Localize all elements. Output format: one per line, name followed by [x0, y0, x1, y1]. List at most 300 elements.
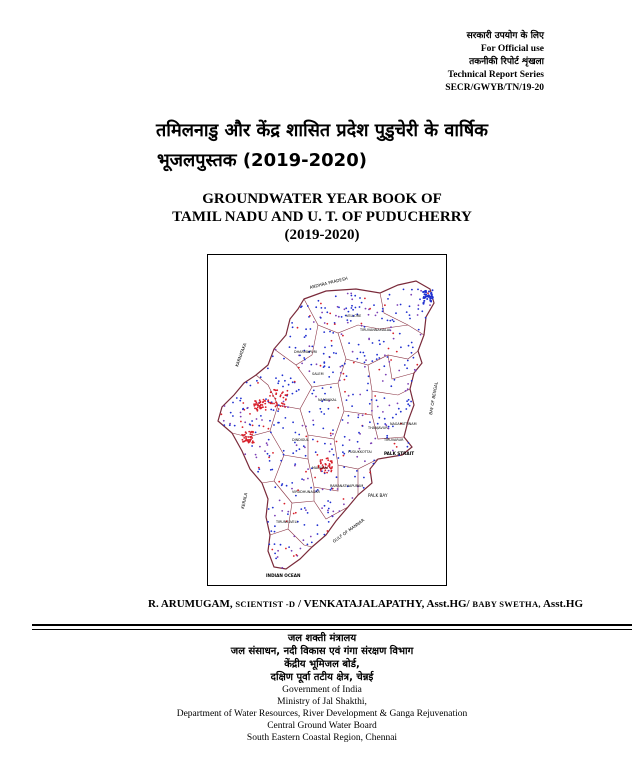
- well-marker: [317, 533, 319, 535]
- well-marker: [293, 555, 295, 557]
- well-marker: [428, 291, 430, 293]
- publisher-block: [0, 632, 644, 744]
- well-marker: [364, 362, 366, 364]
- well-marker: [311, 393, 313, 395]
- well-marker: [328, 521, 330, 523]
- well-marker: [347, 422, 349, 424]
- well-marker: [307, 512, 309, 514]
- well-marker: [285, 398, 287, 400]
- well-marker: [273, 424, 275, 426]
- well-marker: [331, 448, 333, 450]
- well-marker: [305, 471, 307, 473]
- well-marker: [396, 351, 398, 353]
- well-marker: [330, 433, 332, 435]
- well-marker: [258, 405, 260, 407]
- well-marker: [274, 515, 276, 517]
- well-marker: [273, 389, 275, 391]
- well-marker: [275, 392, 277, 394]
- well-marker: [256, 418, 258, 420]
- well-marker: [251, 437, 253, 439]
- well-marker: [248, 431, 250, 433]
- well-marker: [329, 463, 331, 465]
- well-marker: [407, 388, 409, 390]
- well-marker: [291, 482, 293, 484]
- well-marker: [327, 530, 329, 532]
- well-marker: [286, 485, 288, 487]
- well-marker: [322, 428, 324, 430]
- well-marker: [314, 477, 316, 479]
- well-marker: [376, 354, 378, 356]
- well-marker: [368, 375, 370, 377]
- well-marker: [305, 328, 307, 330]
- well-marker: [265, 409, 267, 411]
- well-marker: [354, 295, 356, 297]
- well-marker: [408, 442, 410, 444]
- well-marker: [394, 443, 396, 445]
- well-marker: [320, 365, 322, 367]
- well-marker: [409, 405, 411, 407]
- well-marker: [327, 510, 329, 512]
- well-marker: [246, 440, 248, 442]
- well-marker: [387, 298, 389, 300]
- well-marker: [282, 386, 284, 388]
- well-marker: [316, 363, 318, 365]
- well-marker: [407, 446, 409, 448]
- well-marker: [336, 441, 338, 443]
- well-marker: [296, 554, 298, 556]
- well-marker: [296, 444, 298, 446]
- well-marker: [315, 306, 317, 308]
- well-marker: [307, 305, 309, 307]
- well-marker: [320, 317, 322, 319]
- well-marker: [240, 421, 242, 423]
- well-marker: [305, 455, 307, 457]
- well-marker: [283, 358, 285, 360]
- well-marker: [333, 454, 335, 456]
- well-marker: [330, 443, 332, 445]
- well-marker: [378, 369, 380, 371]
- well-marker: [272, 395, 274, 397]
- well-marker: [311, 346, 313, 348]
- well-marker: [365, 308, 367, 310]
- well-marker: [302, 425, 304, 427]
- well-marker: [346, 375, 348, 377]
- well-marker: [348, 415, 350, 417]
- well-marker: [267, 521, 269, 523]
- well-marker: [369, 421, 371, 423]
- author1-name: R. ARUMUGAM,: [148, 598, 233, 610]
- well-marker: [251, 420, 253, 422]
- well-marker: [389, 320, 391, 322]
- well-marker: [304, 336, 306, 338]
- well-marker: [324, 322, 326, 324]
- well-marker: [289, 336, 291, 338]
- well-marker: [270, 469, 272, 471]
- well-marker: [429, 304, 431, 306]
- well-marker: [324, 534, 326, 536]
- well-marker: [274, 543, 276, 545]
- well-marker: [417, 314, 419, 316]
- well-marker: [315, 396, 317, 398]
- well-marker: [351, 295, 353, 297]
- label-salem: SALEM: [312, 372, 324, 376]
- well-marker: [255, 404, 257, 406]
- well-marker: [281, 392, 283, 394]
- well-marker: [381, 318, 383, 320]
- well-marker: [230, 412, 232, 414]
- well-marker: [376, 358, 378, 360]
- well-marker: [362, 425, 364, 427]
- well-marker: [247, 436, 249, 438]
- well-marker: [358, 432, 360, 434]
- well-marker: [268, 543, 270, 545]
- well-marker: [245, 431, 247, 433]
- well-marker: [285, 548, 287, 550]
- well-marker: [342, 335, 344, 337]
- well-marker: [320, 470, 322, 472]
- well-marker: [264, 450, 266, 452]
- well-marker: [352, 309, 354, 311]
- well-marker: [313, 381, 315, 383]
- well-marker: [326, 323, 328, 325]
- well-marker: [328, 408, 330, 410]
- label-andhra: ANDHRA PRADESH: [309, 275, 349, 290]
- well-marker: [398, 408, 400, 410]
- well-marker: [352, 497, 354, 499]
- well-marker: [244, 453, 246, 455]
- well-marker: [244, 421, 246, 423]
- well-marker: [221, 413, 223, 415]
- footer-hindi-ministry: जल शक्ती मंत्रालय: [287, 633, 357, 644]
- well-marker: [408, 399, 410, 401]
- well-marker: [232, 415, 234, 417]
- well-marker: [253, 403, 255, 405]
- well-marker: [277, 556, 279, 558]
- well-marker: [341, 333, 343, 335]
- well-marker: [395, 414, 397, 416]
- well-marker: [304, 447, 306, 449]
- well-marker: [408, 345, 410, 347]
- well-marker: [312, 420, 314, 422]
- well-marker: [313, 321, 315, 323]
- well-marker: [284, 503, 286, 505]
- well-marker: [395, 312, 397, 314]
- well-marker: [313, 424, 315, 426]
- well-marker: [347, 322, 349, 324]
- well-marker: [246, 382, 248, 384]
- well-marker: [305, 335, 307, 337]
- well-marker: [326, 472, 328, 474]
- label-palk-bay: PALK BAY: [368, 493, 388, 498]
- well-marker: [269, 420, 271, 422]
- well-marker: [243, 437, 245, 439]
- label-bay-of-bengal: BAY OF BENGAL: [428, 381, 439, 416]
- label-ramanathapuram: RAMANATHAPURAM: [330, 484, 364, 488]
- well-marker: [257, 410, 259, 412]
- well-marker: [411, 352, 413, 354]
- hindi-official-use: सरकारी उपयोग के लिए: [466, 31, 544, 41]
- well-marker: [273, 403, 275, 405]
- well-marker: [313, 390, 315, 392]
- well-marker: [310, 328, 312, 330]
- well-marker: [229, 423, 231, 425]
- well-marker: [277, 550, 279, 552]
- well-marker: [257, 403, 259, 405]
- well-marker: [298, 389, 300, 391]
- well-marker: [366, 390, 368, 392]
- well-marker: [332, 433, 334, 435]
- report-code: SECR/GWYB/TN/19-20: [445, 83, 544, 93]
- well-marker: [294, 381, 296, 383]
- well-marker: [384, 397, 386, 399]
- well-marker: [324, 443, 326, 445]
- well-marker: [327, 459, 329, 461]
- well-marker: [411, 289, 413, 291]
- well-marker: [323, 353, 325, 355]
- well-marker: [333, 352, 335, 354]
- well-marker: [260, 401, 262, 403]
- well-marker: [378, 357, 380, 359]
- label-thanjavur: THANJAVUR: [368, 426, 388, 430]
- well-marker: [356, 470, 358, 472]
- well-marker: [263, 399, 265, 401]
- well-marker: [332, 511, 334, 513]
- footer-region: South Eastern Coastal Region, Chennai: [246, 733, 398, 743]
- well-marker: [385, 374, 387, 376]
- well-marker: [378, 340, 380, 342]
- well-marker: [256, 457, 258, 459]
- well-marker: [275, 401, 277, 403]
- well-marker: [388, 428, 390, 430]
- well-marker: [256, 402, 258, 404]
- well-marker: [382, 308, 384, 310]
- well-marker: [280, 544, 282, 546]
- well-marker: [331, 345, 333, 347]
- well-marker: [350, 293, 352, 295]
- well-marker: [296, 390, 298, 392]
- well-marker: [242, 402, 244, 404]
- well-marker: [417, 308, 419, 310]
- well-marker: [420, 334, 422, 336]
- well-marker: [243, 441, 245, 443]
- well-marker: [375, 315, 377, 317]
- well-marker: [323, 362, 325, 364]
- well-marker: [351, 405, 353, 407]
- well-marker: [242, 426, 244, 428]
- well-marker: [309, 345, 311, 347]
- well-marker: [280, 460, 282, 462]
- well-marker: [270, 432, 272, 434]
- well-marker: [339, 510, 341, 512]
- label-tiruvarur: TIRUVARUR: [384, 438, 404, 442]
- well-marker: [309, 370, 311, 372]
- well-marker: [292, 326, 294, 328]
- well-marker: [428, 295, 430, 297]
- well-marker: [295, 347, 297, 349]
- well-marker: [403, 289, 405, 291]
- well-marker: [310, 536, 312, 538]
- well-marker: [275, 398, 277, 400]
- well-marker: [259, 446, 261, 448]
- well-marker: [300, 548, 302, 550]
- well-marker: [359, 394, 361, 396]
- footer-hindi-department: जल संसाधन, नदी विकास एवं गंगा संरक्षण विभाग: [230, 646, 414, 657]
- well-marker: [358, 414, 360, 416]
- well-marker: [236, 397, 238, 399]
- well-marker: [376, 312, 378, 314]
- well-marker: [298, 434, 300, 436]
- well-marker: [304, 359, 306, 361]
- well-marker: [249, 413, 251, 415]
- well-marker: [418, 329, 420, 331]
- well-marker: [360, 351, 362, 353]
- well-marker: [372, 342, 374, 344]
- well-marker: [397, 304, 399, 306]
- well-marker: [356, 358, 358, 360]
- well-marker: [390, 385, 392, 387]
- well-marker: [240, 398, 242, 400]
- map-svg: [208, 255, 446, 585]
- well-marker: [299, 355, 301, 357]
- well-marker: [331, 460, 333, 462]
- well-marker: [330, 468, 332, 470]
- well-marker: [363, 477, 365, 479]
- well-marker: [239, 400, 241, 402]
- well-marker: [270, 409, 272, 411]
- well-marker: [364, 366, 366, 368]
- well-marker: [251, 434, 253, 436]
- well-marker: [232, 402, 234, 404]
- label-virudhunagar: VIRUDHUNAGAR: [292, 490, 320, 494]
- label-palk-strait: PALK STRAIT: [384, 451, 415, 456]
- well-marker: [264, 400, 266, 402]
- well-marker: [264, 403, 266, 405]
- well-marker: [368, 314, 370, 316]
- well-marker: [430, 300, 432, 302]
- well-marker: [393, 321, 395, 323]
- well-marker: [383, 365, 385, 367]
- well-marker: [328, 376, 330, 378]
- well-marker: [311, 542, 313, 544]
- well-marker: [432, 296, 434, 298]
- well-marker: [423, 300, 425, 302]
- well-marker: [254, 400, 256, 402]
- well-marker: [321, 459, 323, 461]
- well-marker: [332, 332, 334, 334]
- well-marker: [293, 535, 295, 537]
- well-marker: [351, 305, 353, 307]
- label-tiruvannamalai: TIRUVANNAMALAI: [360, 328, 391, 332]
- well-marker: [328, 470, 330, 472]
- well-marker: [348, 342, 350, 344]
- well-marker: [340, 372, 342, 374]
- well-marker: [290, 377, 292, 379]
- well-marker: [359, 306, 361, 308]
- well-marker: [351, 298, 353, 300]
- well-marker: [328, 508, 330, 510]
- well-marker: [324, 393, 326, 395]
- well-marker: [321, 307, 323, 309]
- well-marker: [362, 352, 364, 354]
- well-marker: [342, 451, 344, 453]
- well-marker: [379, 343, 381, 345]
- hindi-title: [0, 116, 644, 176]
- well-marker: [373, 463, 375, 465]
- well-marker: [323, 331, 325, 333]
- well-marker: [388, 361, 390, 363]
- well-marker: [419, 298, 421, 300]
- well-marker: [324, 472, 326, 474]
- well-marker: [258, 425, 260, 427]
- well-marker: [268, 457, 270, 459]
- well-marker: [396, 446, 398, 448]
- well-marker: [426, 295, 428, 297]
- well-marker: [321, 411, 323, 413]
- well-marker: [275, 377, 277, 379]
- well-marker: [287, 511, 289, 513]
- well-marker: [258, 402, 260, 404]
- well-marker: [274, 553, 276, 555]
- well-marker: [265, 398, 267, 400]
- well-marker: [412, 347, 414, 349]
- well-marker: [416, 364, 418, 366]
- well-marker: [344, 379, 346, 381]
- well-marker: [344, 308, 346, 310]
- well-marker: [252, 425, 254, 427]
- label-madurai: MADURAI: [312, 466, 328, 470]
- well-marker: [389, 405, 391, 407]
- well-marker: [252, 442, 254, 444]
- label-vellore: VELLORE: [346, 314, 362, 318]
- well-marker: [308, 316, 310, 318]
- well-marker: [283, 454, 285, 456]
- well-marker: [382, 411, 384, 413]
- well-marker: [291, 322, 293, 324]
- english-title-line3: (2019-2020): [284, 227, 360, 243]
- well-marker: [392, 417, 394, 419]
- label-kerala: KERALA: [240, 492, 249, 510]
- well-marker: [330, 489, 332, 491]
- well-marker: [277, 410, 279, 412]
- well-marker: [330, 471, 332, 473]
- well-marker: [373, 460, 375, 462]
- well-marker: [368, 338, 370, 340]
- well-marker: [392, 332, 394, 334]
- well-marker: [344, 363, 346, 365]
- well-marker: [369, 472, 371, 474]
- well-marker: [258, 468, 260, 470]
- well-marker: [267, 444, 269, 446]
- well-marker: [256, 408, 258, 410]
- well-marker: [240, 412, 242, 414]
- well-marker: [331, 340, 333, 342]
- well-marker: [400, 304, 402, 306]
- well-marker: [371, 360, 373, 362]
- well-marker: [374, 438, 376, 440]
- well-marker: [389, 294, 391, 296]
- well-marker: [249, 424, 251, 426]
- well-marker: [301, 478, 303, 480]
- label-karnataka: KARNATAKA: [234, 342, 248, 368]
- well-marker: [241, 434, 243, 436]
- well-marker: [411, 380, 413, 382]
- well-marker: [324, 307, 326, 309]
- well-marker: [343, 453, 345, 455]
- well-marker: [257, 407, 259, 409]
- well-marker: [255, 454, 257, 456]
- well-marker: [291, 550, 293, 552]
- well-marker: [317, 454, 319, 456]
